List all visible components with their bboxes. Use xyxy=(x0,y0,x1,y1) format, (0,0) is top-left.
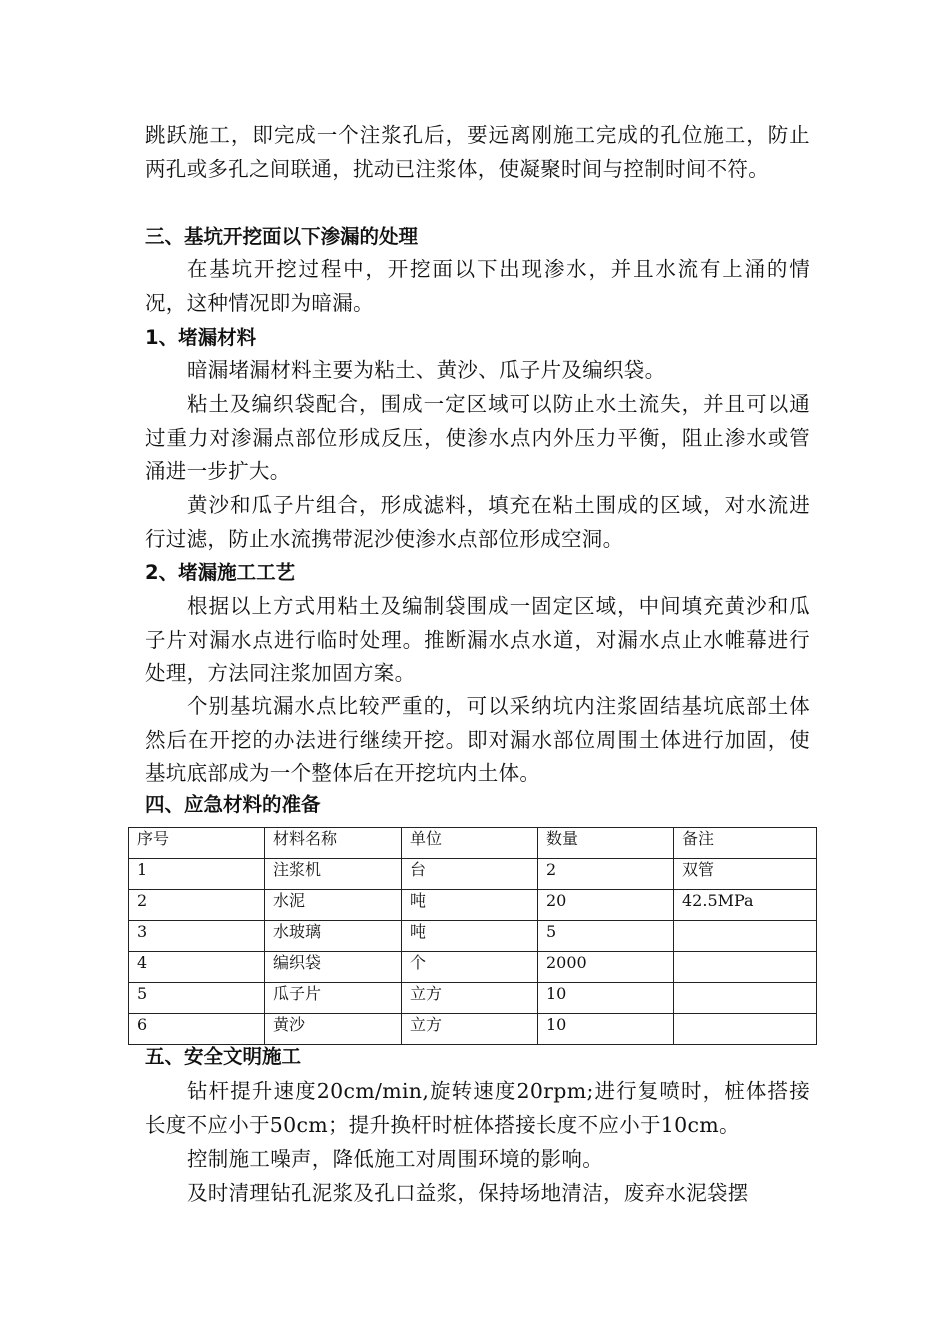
paragraph-skip-construction: 跳跃施工，即完成一个注浆孔后，要远离刚施工完成的孔位施工，防止两孔或多孔之间联通，扰动已注浆体，使凝聚时间与控制时间不符。 xyxy=(145,123,810,181)
table-cell: 水玻璃 xyxy=(265,921,402,952)
subsection-heading-process: 2、堵漏施工工艺 xyxy=(145,561,296,584)
table-cell: 42.5MPa xyxy=(674,890,817,921)
section-heading-3: 三、基坑开挖面以下渗漏的处理 xyxy=(145,225,419,248)
table-row xyxy=(129,983,817,1014)
table-cell: 注浆机 xyxy=(265,859,402,890)
table-cell xyxy=(674,952,817,983)
table-row xyxy=(129,1014,817,1045)
table-cell: 瓜子片 xyxy=(265,983,402,1014)
paragraph-severe-leak: 个别基坑漏水点比较严重的，可以采纳坑内注浆固结基坑底部土体然后在开挖的办法进行继续开挖。即对漏水部位周围土体进行加固，使基坑底部成为一个整体后在开挖坑内土体。 xyxy=(145,694,810,785)
table-cell: 2 xyxy=(538,859,674,890)
paragraph-process: 根据以上方式用粘土及编制袋围成一固定区域，中间填充黄沙和瓜子片对漏水点进行临时处理。推断漏水点水道，对漏水点止水帷幕进行处理，方法同注浆加固方案。 xyxy=(145,594,810,685)
table-row xyxy=(129,890,817,921)
paragraph-site-cleaning: 及时清理钻孔泥浆及孔口益浆，保持场地清洁，废弃水泥袋摆 xyxy=(187,1181,749,1205)
table-cell xyxy=(674,983,817,1014)
paragraph-sand-filter: 黄沙和瓜子片组合，形成滤料，填充在粘土围成的区域，对水流进行过滤，防止水流携带泥沙使渗水点部位形成空洞。 xyxy=(145,493,810,551)
header-cell: 数量 xyxy=(538,828,674,859)
subsection-heading-materials: 1、堵漏材料 xyxy=(145,326,257,349)
table-cell: 10 xyxy=(538,1014,674,1045)
table-cell: 黄沙 xyxy=(265,1014,402,1045)
paragraph-materials-list: 暗漏堵漏材料主要为粘土、黄沙、瓜子片及编织袋。 xyxy=(187,358,666,382)
table-cell: 5 xyxy=(538,921,674,952)
header-cell: 单位 xyxy=(402,828,538,859)
table-cell: 10 xyxy=(538,983,674,1014)
materials-table xyxy=(128,827,817,1045)
table-cell: 个 xyxy=(402,952,538,983)
header-cell: 序号 xyxy=(129,828,265,859)
table-cell: 立方 xyxy=(402,983,538,1014)
table-cell xyxy=(674,921,817,952)
table-cell: 吨 xyxy=(402,890,538,921)
table-cell: 水泥 xyxy=(265,890,402,921)
paragraph-noise-control: 控制施工噪声，降低施工对周围环境的影响。 xyxy=(187,1147,603,1171)
section-heading-4: 四、应急材料的准备 xyxy=(145,793,321,816)
table-header-row xyxy=(129,828,817,859)
table-cell: 3 xyxy=(129,921,265,952)
table-row xyxy=(129,859,817,890)
table-cell: 2000 xyxy=(538,952,674,983)
table-row xyxy=(129,921,817,952)
section-heading-5: 五、安全文明施工 xyxy=(145,1045,302,1068)
paragraph-drill-speed: 钻杆提升速度20cm/min,旋转速度20rpm;进行复喷时，桩体搭接长度不应小于50cm；提升换杆时桩体搭接长度不应小于10cm。 xyxy=(145,1079,810,1137)
paragraph-clay-bags: 粘土及编织袋配合，围成一定区域可以防止水土流失，并且可以通过重力对渗漏点部位形成反压，使渗水点内外压力平衡，阻止渗水或管涌进一步扩大。 xyxy=(145,392,810,483)
table-cell xyxy=(674,1014,817,1045)
paragraph-hidden-leak: 在基坑开挖过程中，开挖面以下出现渗水，并且水流有上涌的情况，这种情况即为暗漏。 xyxy=(145,257,810,315)
table-cell: 5 xyxy=(129,983,265,1014)
table-cell: 台 xyxy=(402,859,538,890)
table-cell: 4 xyxy=(129,952,265,983)
table-cell: 双管 xyxy=(674,859,817,890)
table-cell: 2 xyxy=(129,890,265,921)
table-row xyxy=(129,952,817,983)
table-cell: 吨 xyxy=(402,921,538,952)
table-cell: 编织袋 xyxy=(265,952,402,983)
header-cell: 备注 xyxy=(674,828,817,859)
table-cell: 1 xyxy=(129,859,265,890)
table-cell: 20 xyxy=(538,890,674,921)
table-cell: 6 xyxy=(129,1014,265,1045)
table-cell: 立方 xyxy=(402,1014,538,1045)
header-cell: 材料名称 xyxy=(265,828,402,859)
